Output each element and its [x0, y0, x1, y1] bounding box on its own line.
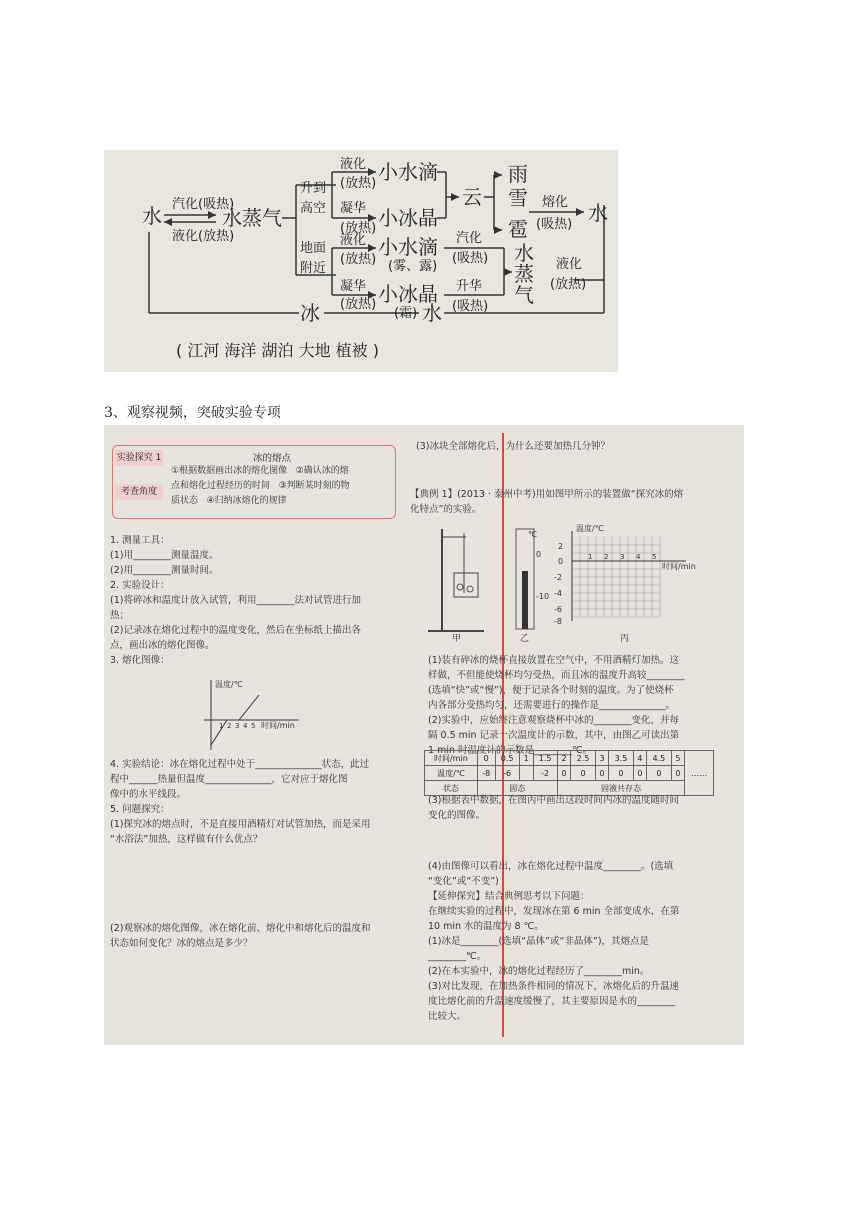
right-line: 比较大。 — [428, 1011, 467, 1022]
table-cell: 固态 — [477, 781, 557, 796]
table-cell: 1.5 — [533, 751, 557, 766]
table-cell: 状态 — [425, 781, 478, 796]
small-tick: 5 — [251, 722, 256, 730]
nearby-label: 附近 — [300, 261, 327, 276]
fig-label-bing: 丙 — [620, 634, 630, 643]
table-cell: …… — [685, 751, 714, 796]
water-label: 水 — [142, 204, 162, 228]
vaporize-ground: 汽化 — [456, 231, 483, 246]
desublimate-top: 凝华 — [340, 201, 367, 216]
liquefy-right: 液化 — [556, 257, 583, 272]
table-cell — [519, 766, 533, 781]
fig-label-jia: 甲 — [452, 634, 462, 643]
vapor-v1: 水 — [514, 241, 534, 265]
left-line: 程中______热量但温度______________，它对应于熔化图 — [110, 774, 348, 785]
high-sky-label: 高空 — [300, 201, 327, 216]
diagram-svg — [104, 150, 618, 372]
release-heat-4: (放热) — [340, 297, 377, 312]
left-line: “水浴法”加热，这样做有什么优点？ — [110, 834, 263, 845]
table-cell: 5 — [671, 751, 685, 766]
table-cell: 4.5 — [647, 751, 671, 766]
small-graph-xlabel: 时间/min — [261, 721, 295, 730]
liquefy-label: 液化(放热) — [172, 229, 235, 244]
right-line: (2)实验中，应始终注意观察烧杯中冰的________变化，并每 — [428, 715, 679, 726]
release-heat-5: (放热) — [550, 277, 587, 292]
release-heat-1: (放热) — [340, 176, 377, 191]
left-line: 像中的水平线段。 — [110, 789, 187, 800]
left-line: (2)用________测量时间。 — [110, 565, 219, 576]
table-cell: 时间/min — [425, 751, 478, 766]
grid-xlabel: 时间/min — [662, 562, 696, 571]
table-cell: 0 — [671, 766, 685, 781]
right-line: ________℃。 — [428, 951, 487, 962]
box-title: 冰的熔点 — [253, 453, 292, 464]
right-line: “变化”或“不变”) — [428, 876, 499, 887]
thermo-tick: -10 — [536, 592, 550, 601]
small-drop-sky: 小水滴 — [378, 160, 438, 184]
table-cell: 0 — [571, 766, 595, 781]
water-bottom: 水 — [422, 301, 442, 325]
right-line: 变化的图像。 — [428, 810, 486, 821]
small-graph-ylabel: 温度/℃ — [215, 680, 243, 689]
ground-label: 地面 — [300, 241, 327, 256]
left-line: (1)将碎冰和温度计放入试管，利用________法对试管进行加 — [110, 595, 361, 606]
grid-xtick: 5 — [652, 553, 657, 561]
table-cell: 0 — [647, 766, 671, 781]
release-heat-2: (放热) — [340, 221, 377, 236]
experiment-figures — [424, 523, 724, 643]
grid-ytick: -2 — [554, 573, 562, 582]
data-table — [424, 750, 714, 796]
absorb-heat-1: (吸热) — [536, 217, 573, 232]
fog-dew-note: (雾、露) — [388, 259, 438, 274]
left-line: (2)记录冰在熔化过程中的温度变化，然后在坐标纸上描出各 — [110, 625, 361, 636]
fig-label-yi: 乙 — [520, 634, 530, 643]
small-tick: 1 — [219, 722, 224, 730]
small-melting-graph — [199, 675, 309, 755]
right-line: 隔 0.5 min 记录一次温度计的示数，其中，由图乙可读出第 — [428, 730, 680, 741]
hail-label: 雹 — [508, 217, 528, 241]
water-right: 水 — [588, 201, 608, 225]
vapor-label: 水蒸气 — [222, 206, 282, 230]
table-cell: 3.5 — [609, 751, 633, 766]
right-line: 在继续实验的过程中，发现冰在第 6 min 全部变成水，在第 — [428, 906, 680, 917]
table-cell: -2 — [533, 766, 557, 781]
right-line: 1 min 时温度计的示数是________℃。 — [428, 745, 593, 756]
grid-xtick: 2 — [604, 553, 609, 561]
table-row — [425, 751, 714, 766]
liquefy-ground: 液化 — [340, 233, 367, 248]
grid-ytick: 0 — [558, 557, 564, 566]
left-line: 3. 熔化图像： — [110, 655, 170, 666]
frost-note: (霜) — [394, 306, 418, 321]
small-tick: 4 — [243, 722, 248, 730]
right-line: (3)对比发现，在加热条件相同的情况下，冰熔化后的升温速 — [428, 981, 679, 992]
grid-xtick: 3 — [620, 553, 625, 561]
left-line: 2. 实验设计： — [110, 580, 170, 591]
right-line: 化特点”的实验。 — [410, 504, 482, 515]
table-cell: 1 — [519, 751, 533, 766]
table-cell: 0 — [609, 766, 633, 781]
table-cell: 2.5 — [571, 751, 595, 766]
vapor-v3: 气 — [514, 283, 534, 307]
absorb-heat-2: (吸热) — [452, 251, 489, 266]
table-cell: 温度/℃ — [425, 766, 478, 781]
right-line: (4)由图像可以看出，冰在熔化过程中温度________。(选填 — [428, 861, 674, 872]
release-heat-3: (放热) — [340, 252, 377, 267]
vaporize-label: 汽化(吸热) — [172, 197, 235, 212]
right-line: 内各部分受热均匀，还需要进行的操作是______________。 — [428, 700, 676, 711]
small-crystal-sky: 小冰晶 — [378, 206, 438, 230]
right-line: (2)在本实验中，冰的熔化过程经历了________min。 — [428, 966, 650, 977]
ice-label: 冰 — [300, 301, 320, 325]
box-text-1: ①根据数据画出冰的熔化图像 ②确认冰的熔 — [171, 466, 349, 476]
small-tick: 2 — [227, 722, 232, 730]
table-cell: 0 — [557, 766, 571, 781]
box-text-3: 质状态 ④归纳冰熔化的规律 — [171, 496, 287, 506]
grid-ytick: -6 — [554, 605, 562, 614]
grid-ylabel: 温度/℃ — [576, 524, 604, 533]
left-line: 点，画出冰的熔化图像。 — [110, 640, 215, 651]
box-label-2: 考查角度 — [115, 484, 163, 500]
sources-label: ( 江河 海洋 湖泊 大地 植被 ) — [176, 341, 380, 360]
box-label-1: 实验探究 1 — [115, 450, 163, 466]
melt-label: 熔化 — [542, 195, 569, 210]
grid-xtick: 1 — [588, 553, 593, 561]
worksheet-photo — [104, 425, 744, 1045]
table-cell: 0 — [477, 751, 495, 766]
table-row — [425, 766, 714, 781]
table-cell: -8 — [477, 766, 495, 781]
grid-ytick: -4 — [554, 589, 562, 598]
rain-label: 雨 — [508, 162, 528, 186]
thermo-tick: 0 — [536, 550, 542, 559]
water-cycle-diagram — [104, 150, 618, 372]
thermo-tick: ℃ — [528, 530, 537, 539]
small-drop-ground: 小水滴 — [378, 235, 438, 259]
vapor-v2: 蒸 — [514, 262, 534, 286]
grid — [572, 537, 660, 617]
box-text-2: 点和熔化过程经历的时间 ③判断某时刻的物 — [171, 481, 350, 491]
table-cell: 4 — [633, 751, 647, 766]
liquefy-top: 液化 — [340, 157, 367, 172]
left-line: 1. 测量工具： — [110, 535, 170, 546]
table-cell: 0.5 — [495, 751, 519, 766]
right-line: 【典例 1】(2013 · 泰州中考)用如图甲所示的装置做“探究冰的熔 — [410, 489, 684, 500]
left-line: (2)观察冰的熔化图像，冰在熔化前、熔化中和熔化后的温度和 — [110, 923, 371, 934]
left-line: 热； — [110, 610, 130, 621]
sublimate-label: 升华 — [456, 279, 483, 294]
table-cell: 0 — [595, 766, 609, 781]
cloud-label: 云 — [462, 185, 482, 209]
left-line: (1)探究冰的熔点时，不是直接用酒精灯对试管加热，而是采用 — [110, 819, 371, 830]
absorb-heat-3: (吸热) — [452, 299, 489, 314]
right-line: 样做，不但能使烧杯均匀受热，而且冰的温度升高较________ — [428, 670, 685, 681]
right-line: 【延伸探究】结合典例思考以下问题： — [428, 891, 590, 902]
table-cell: -6 — [495, 766, 519, 781]
right-line: (选填“快”或“慢”)，便于记录各个时刻的温度。为了使烧杯 — [428, 685, 674, 696]
left-line: 4. 实验结论：冰在熔化过程中处于______________状态，此过 — [110, 759, 370, 770]
grid-ytick: -8 — [554, 617, 562, 626]
right-line: 10 min 水的温度为 8 ℃。 — [428, 921, 544, 932]
grid-xtick: 4 — [636, 553, 641, 561]
small-crystal-ground: 小冰晶 — [378, 282, 438, 306]
table-cell: 0 — [633, 766, 647, 781]
experiment-box — [112, 445, 396, 519]
table-cell: 固液共存态 — [557, 781, 685, 796]
right-line: (1)冰是________(选填“晶体”或“非晶体”)，其熔点是 — [428, 936, 650, 947]
small-tick: 3 — [235, 722, 240, 730]
right-line: (3)根据表中数据，在图丙中画出这段时间内冰的温度随时间 — [428, 795, 679, 806]
right-line: (1)装有碎冰的烧杯直接放置在空气中，不用酒精灯加热。这 — [428, 655, 679, 666]
left-line: (1)用________测量温度。 — [110, 550, 219, 561]
desublimate-ground: 凝华 — [340, 279, 367, 294]
rise-to-label: 升到 — [300, 181, 327, 196]
right-top: (3)冰块全部熔化后，为什么还要加热几分钟？ — [416, 441, 610, 452]
section-heading: 3、观察视频，突破实验专项 — [104, 405, 281, 421]
table-cell: 2 — [557, 751, 571, 766]
left-line: 5. 问题探究： — [110, 804, 170, 815]
left-line: 状态如何变化？冰的熔点是多少？ — [110, 938, 253, 949]
table-cell: 3 — [595, 751, 609, 766]
grid-ytick: 2 — [558, 542, 564, 551]
right-line: 度比熔化前的升温速度缓慢了，其主要原因是水的________ — [428, 996, 676, 1007]
snow-label: 雪 — [508, 186, 528, 210]
